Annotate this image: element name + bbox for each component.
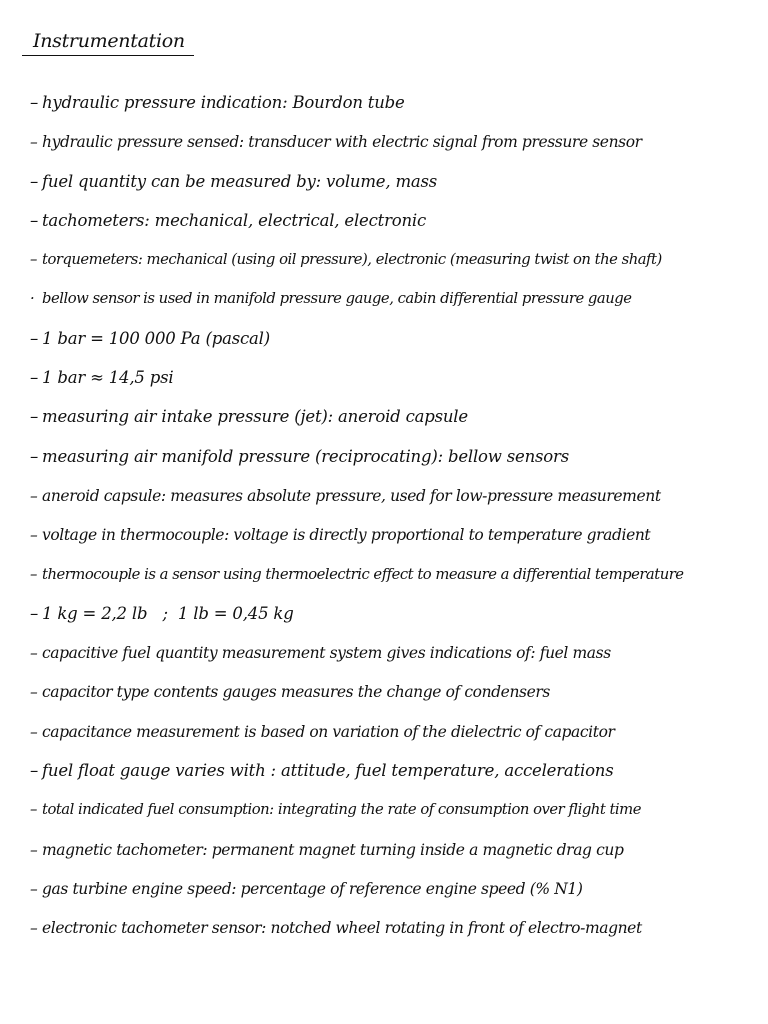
- dash-marker: –: [30, 171, 39, 191]
- list-item: [30, 363, 768, 402]
- list-item: [30, 481, 768, 520]
- dash-marker: –: [30, 683, 38, 702]
- list-item: [30, 913, 768, 952]
- note-text: measuring air intake pressure (jet): aneroid capsule: [42, 407, 468, 427]
- notes-list: [30, 88, 768, 953]
- list-item: [30, 717, 768, 756]
- note-text: thermocouple is a sensor using thermoelectric effect to measure a differential temperature: [42, 565, 684, 583]
- note-text: measuring air manifold pressure (reciprocating): bellow sensors: [42, 446, 569, 466]
- note-text: torquemeters: mechanical (using oil pressure), electronic (measuring twist on the shaft): [42, 251, 662, 269]
- dash-marker: –: [30, 801, 37, 819]
- title-underline: [22, 55, 194, 56]
- list-item: [30, 127, 768, 166]
- note-text: gas turbine engine speed: percentage of reference engine speed (% N1): [42, 879, 583, 898]
- note-text: capacitive fuel quantity measurement system gives indications of: fuel mass: [42, 644, 611, 663]
- note-text: capacitor type contents gauges measures the change of condensers: [42, 683, 550, 702]
- note-text: voltage in thermocouple: voltage is directly proportional to temperature gradient: [42, 526, 651, 545]
- list-item: [30, 677, 768, 716]
- note-text: electronic tachometer sensor: notched wheel rotating in front of electro-magnet: [42, 919, 642, 938]
- page-title: Instrumentation: [33, 30, 185, 52]
- dash-marker: –: [30, 133, 38, 152]
- list-item: [30, 442, 768, 481]
- dash-marker: –: [30, 251, 37, 269]
- note-text: tachometers: mechanical, electrical, electronic: [42, 210, 427, 230]
- dash-marker: –: [30, 368, 39, 388]
- dash-marker: –: [30, 565, 37, 583]
- note-text: total indicated fuel consumption: integrating the rate of consumption over flight time: [42, 801, 641, 819]
- list-item: [30, 560, 768, 599]
- note-text: 1 kg = 2,2 lb ; 1 lb = 0,45 kg: [42, 603, 294, 623]
- note-text: bellow sensor is used in manifold pressure gauge, cabin differential pressure gauge: [42, 290, 632, 308]
- dash-marker: –: [30, 486, 38, 505]
- list-item: [30, 206, 768, 245]
- list-item: [30, 284, 768, 323]
- list-item: [30, 795, 768, 834]
- note-text: hydraulic pressure indication: Bourdon tube: [42, 93, 405, 112]
- note-text: 1 bar = 100 000 Pa (pascal): [42, 328, 270, 348]
- dash-marker: –: [30, 879, 38, 898]
- note-text: fuel quantity can be measured by: volume, mass: [42, 171, 438, 191]
- list-item: [30, 88, 768, 127]
- list-item: [30, 167, 768, 206]
- list-item: [30, 402, 768, 441]
- dash-marker: –: [30, 446, 39, 466]
- dash-marker: –: [30, 328, 39, 348]
- dash-marker: –: [30, 603, 39, 623]
- dash-marker: –: [30, 407, 39, 427]
- dash-marker: –: [30, 526, 38, 545]
- note-text: fuel float gauge varies with : attitude, fuel temperature, accelerations: [42, 761, 614, 781]
- dash-marker: –: [30, 722, 38, 741]
- note-text: 1 bar ≈ 14,5 psi: [42, 368, 174, 388]
- list-item: [30, 324, 768, 363]
- dash-marker: –: [30, 840, 38, 859]
- dash-marker: ·: [30, 290, 35, 308]
- list-item: [30, 599, 768, 638]
- dash-marker: –: [30, 761, 39, 781]
- note-text: aneroid capsule: measures absolute pressure, used for low-pressure measurement: [42, 486, 661, 505]
- dash-marker: –: [30, 93, 39, 112]
- note-text: capacitance measurement is based on variation of the dielectric of capacitor: [42, 722, 615, 741]
- dash-marker: –: [30, 644, 38, 663]
- list-item: [30, 835, 768, 874]
- list-item: [30, 245, 768, 284]
- list-item: [30, 638, 768, 677]
- note-text: hydraulic pressure sensed: transducer with electric signal from pressure sensor: [42, 133, 642, 152]
- note-text: magnetic tachometer: permanent magnet turning inside a magnetic drag cup: [42, 840, 624, 859]
- dash-marker: –: [30, 210, 39, 230]
- dash-marker: –: [30, 919, 38, 938]
- list-item: [30, 874, 768, 913]
- list-item: [30, 756, 768, 795]
- list-item: [30, 520, 768, 559]
